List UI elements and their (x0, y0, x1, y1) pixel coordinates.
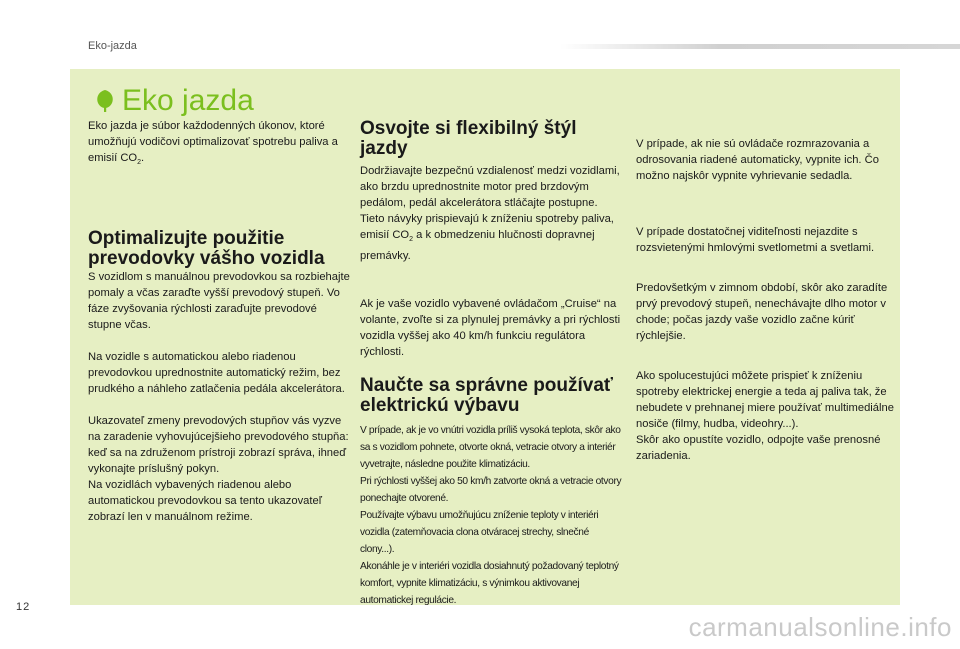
paragraph-indicator-mode: Na vozidlách vybavených riadenou alebo automatickou prevodovkou sa tento ukazovateľ zobrazí len v manuálnom režime. (88, 479, 322, 523)
column-3 (636, 136, 898, 464)
watermark: carmanualsonline.info (688, 612, 952, 642)
paragraph-automatic: Na vozidle s automatickou alebo riadenou prevodovkou uprednostnite automatický režim, bez prudkého a náhleho zatlačenia pedála akcelerátora. (88, 351, 345, 395)
heading-driving-style: Osvojte si flexibilný štýl jazdy (360, 118, 577, 159)
title-row (94, 84, 254, 118)
section-header: Eko-jazda (88, 40, 137, 52)
intro-paragraph: Eko jazda je súbor každodenných úkonov, ktoré umožňujú vodičovi optimalizovať spotrebu paliva a emisií $CO_2$. (88, 120, 338, 167)
leaf-icon (94, 89, 116, 113)
page-number: 12 (16, 601, 31, 613)
paragraph-defrost: V prípade, ak nie sú ovládače rozmrazovania a odrosovania riadené automaticky, vypnite ich. Čo možno najskôr vypnite vyhrievanie sedadla. (636, 138, 879, 182)
electric-equipment-text (360, 422, 622, 609)
paragraph-safe-distance: Dodržiavajte bezpečnú vzdialenosť medzi vozidlami, ako brzdu uprednostnite motor pred brzdovým pedálom, pedál akcelerátora stláčajte postupne. Tieto návyky prispievajú k zníženiu spotreby paliva, emisií $CO_2$ a k obmedzeniu hlučnosti dopravnej premávky. (360, 165, 620, 263)
column-1 (88, 118, 350, 171)
column-2 (360, 119, 622, 609)
heading-gearbox: Optimalizujte použitie prevodovky vášho vozidla (88, 228, 325, 269)
paragraph-high-temperature: V prípade, ak je vo vnútri vozidla príliš vysoká teplota, skôr ako sa s vozidlom pohnete, otvorte okná, vetracie otvory a interiér vyvetrajte, následne použite klimatizáciu. (360, 425, 621, 471)
paragraph-fog-lights: V prípade dostatočnej viditeľnosti nejazdite s rozsvietenými hmlovými svetlometmi a svetlami. (636, 226, 875, 254)
header-rule (560, 44, 960, 49)
paragraph-winter: Predovšetkým v zimnom období, skôr ako zaradíte prvý prevodový stupeň, nenechávajte dlho motor v chode; počas jazdy vaše vozidlo začne kúriť rýchlejšie. (636, 282, 888, 342)
paragraph-cooling-equipment: Používajte výbavu umožňujúcu zníženie teploty v interiéri vozidla (zatemňovacia clona otváracej strechy, slnečné clony...). (360, 510, 599, 556)
paragraph-unplug: Skôr ako opustíte vozidlo, odpojte vaše prenosné zariadenia. (636, 434, 881, 462)
paragraph-manual: S vozidlom s manuálnou prevodovkou sa rozbiehajte pomaly a včas zaraďte vyšší prevodový stupeň. Vo fáze zvyšovania rýchlosti zaraďujte prevodové stupne včas. (88, 271, 350, 331)
paragraph-indicator: Ukazovateľ zmeny prevodových stupňov vás vyzve na zaradenie vyhovujúcejšieho prevodového stupňa: keď sa na združenom prístroji zobrazí správa, ihneď vykonajte príslušný pokyn. (88, 415, 349, 475)
heading-electric-equipment: Naučte sa správne používať elektrickú výbavu (360, 375, 614, 417)
paragraph-passenger: Ako spolucestujúci môžete prispieť k zníženiu spotreby elektrickej energie a teda aj paliva tak, že nebudete v prehnanej miere používať multimediálne nosiče (filmy, hudba, videohry...). (636, 370, 894, 430)
column-1-section (88, 229, 350, 525)
page-title: Eko jazda (122, 84, 254, 117)
paragraph-cruise: Ak je vaše vozidlo vybavené ovládačom „Cruise“ na volante, zvoľte si za plynulej premávky a pri rýchlosti vozidla vyššej ako 40 km/h funkciu regulátora rýchlosti. (360, 298, 621, 359)
paragraph-climate-off: Akonáhle je v interiéri vozidla dosiahnutý požadovaný teplotný komfort, vypnite klimatizáciu, s výnimkou aktivovanej automatickej regulácie. (360, 561, 619, 607)
paragraph-speed-windows: Pri rýchlosti vyššej ako 50 km/h zatvorte okná a vetracie otvory ponechajte otvorené. (360, 476, 622, 505)
